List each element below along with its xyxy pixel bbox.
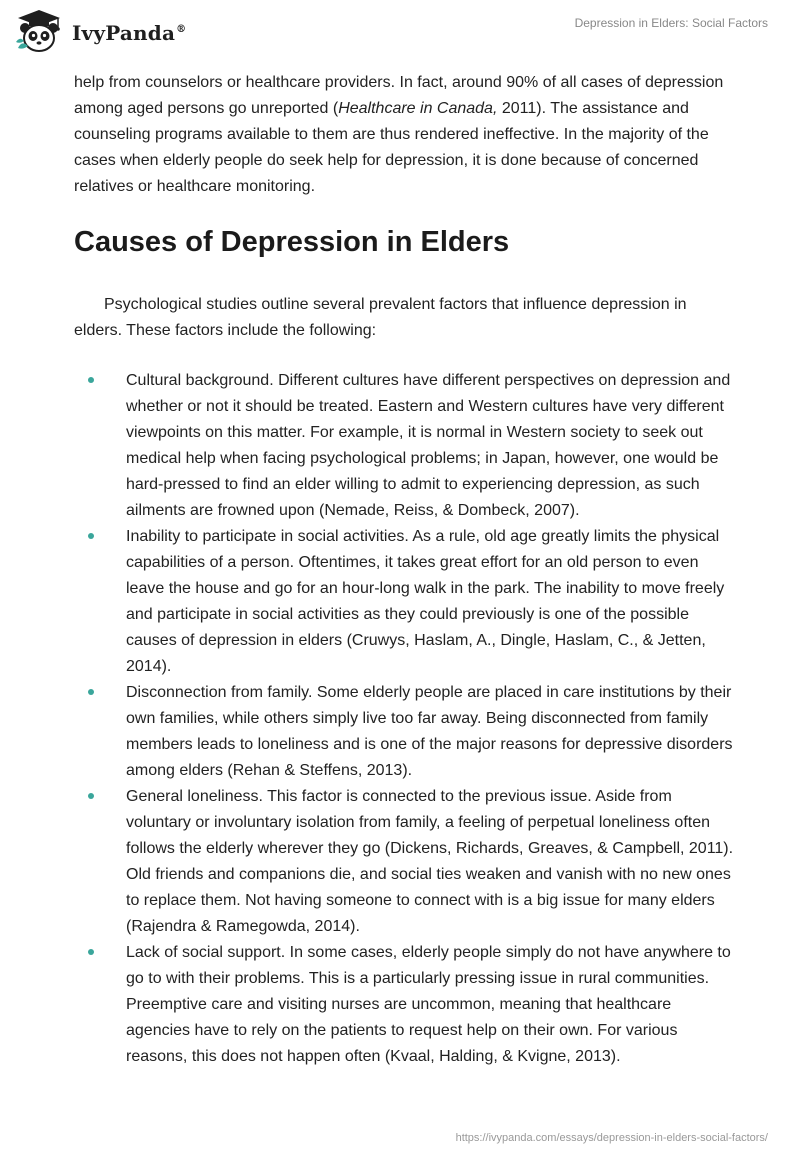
intro-text-part2: 2011). The assistance and counseling programs available to them are thus rendered ineffective. In the majority of the cases when elderly people do seek help for depression, it is done because of concerned relatives or healthcare monitoring. [74, 100, 709, 195]
list-item [74, 368, 734, 524]
intro-text-part1: help from counselors or healthcare providers. In fact, around 90% of all cases of depression among aged persons go unreported ( [74, 74, 724, 117]
section-lead-paragraph: Psychological studies outline several prevalent factors that influence depression in elders. These factors include the following: [74, 296, 687, 339]
intro-paragraph [74, 70, 734, 200]
essay-content [74, 70, 734, 1070]
list-item [74, 524, 734, 680]
brand-name [72, 21, 186, 45]
bullet-icon [88, 533, 94, 539]
list-item-text: Inability to participate in social activities. As a rule, old age greatly limits the physical capabilities of a person. Oftentimes, it takes great effort for an old person to even leave the house and go for an hour-long walk in the park. The inability to move freely and participate in social activities as they could previously is one of the possible causes of depression in elders (Cruwys, Haslam, A., Dingle, Haslam, C., & Jetten, 2014). [126, 528, 725, 675]
list-item-text: General loneliness. This factor is connected to the previous issue. Aside from voluntary or involuntary isolation from family, a feeling of perpetual loneliness often follows the elderly wherever they go (Dickens, Richards, Greaves, & Campbell, 2011). Old friends and companions die, and social ties weaken and vanish with no new ones to replace them. Not having someone to connect with is a big issue for many elders (Rajendra & Ramegowda, 2014). [126, 788, 734, 935]
list-item-text: Lack of social support. In some cases, elderly people simply do not have anywhere to go to with their problems. This is a particularly pressing issue in rural communities. Preemptive care and visiting nurses are uncommon, meaning that healthcare agencies have to rely on the patients to request help on their own. For various reasons, this does not happen often (Kvaal, Halding, & Kvigne, 2013). [126, 944, 731, 1065]
brand-logo[interactable] [14, 8, 186, 54]
list-item-text: Disconnection from family. Some elderly people are placed in care institutions by their own families, while others simply live too far away. Being disconnected from family members leads to loneliness and is one of the major reasons for depressive disorders among elders (Rehan & Steffens, 2013). [126, 684, 733, 779]
list-item [74, 940, 734, 1070]
panda-graduate-icon [14, 8, 64, 54]
document-title: Depression in Elders: Social Factors [574, 16, 768, 30]
brand-registered-mark: ® [176, 24, 187, 36]
page-header [0, 0, 800, 60]
list-item [74, 680, 734, 784]
factor-list [74, 368, 734, 1070]
list-item-text: Cultural background. Different cultures have different perspectives on depression and whether or not it should be treated. Eastern and Western cultures have very different viewpoints on this matter. For example, it is normal in Western society to seek out medical help when facing psychological problems; in Japan, however, one would be hard-pressed to find an elder willing to admit to experiencing depression, as such ailments are frowned upon (Nemade, Reiss, & Dombeck, 2007). [126, 372, 731, 519]
bullet-icon [88, 689, 94, 695]
bullet-icon [88, 377, 94, 383]
intro-citation: Healthcare in Canada, [338, 100, 498, 117]
list-item [74, 784, 734, 940]
bullet-icon [88, 949, 94, 955]
brand-name-text: IvyPanda [72, 21, 176, 45]
source-url[interactable]: https://ivypanda.com/essays/depression-in-elders-social-factors/ [455, 1132, 768, 1144]
section-heading: Causes of Depression in Elders [74, 226, 510, 258]
bullet-icon [88, 793, 94, 799]
